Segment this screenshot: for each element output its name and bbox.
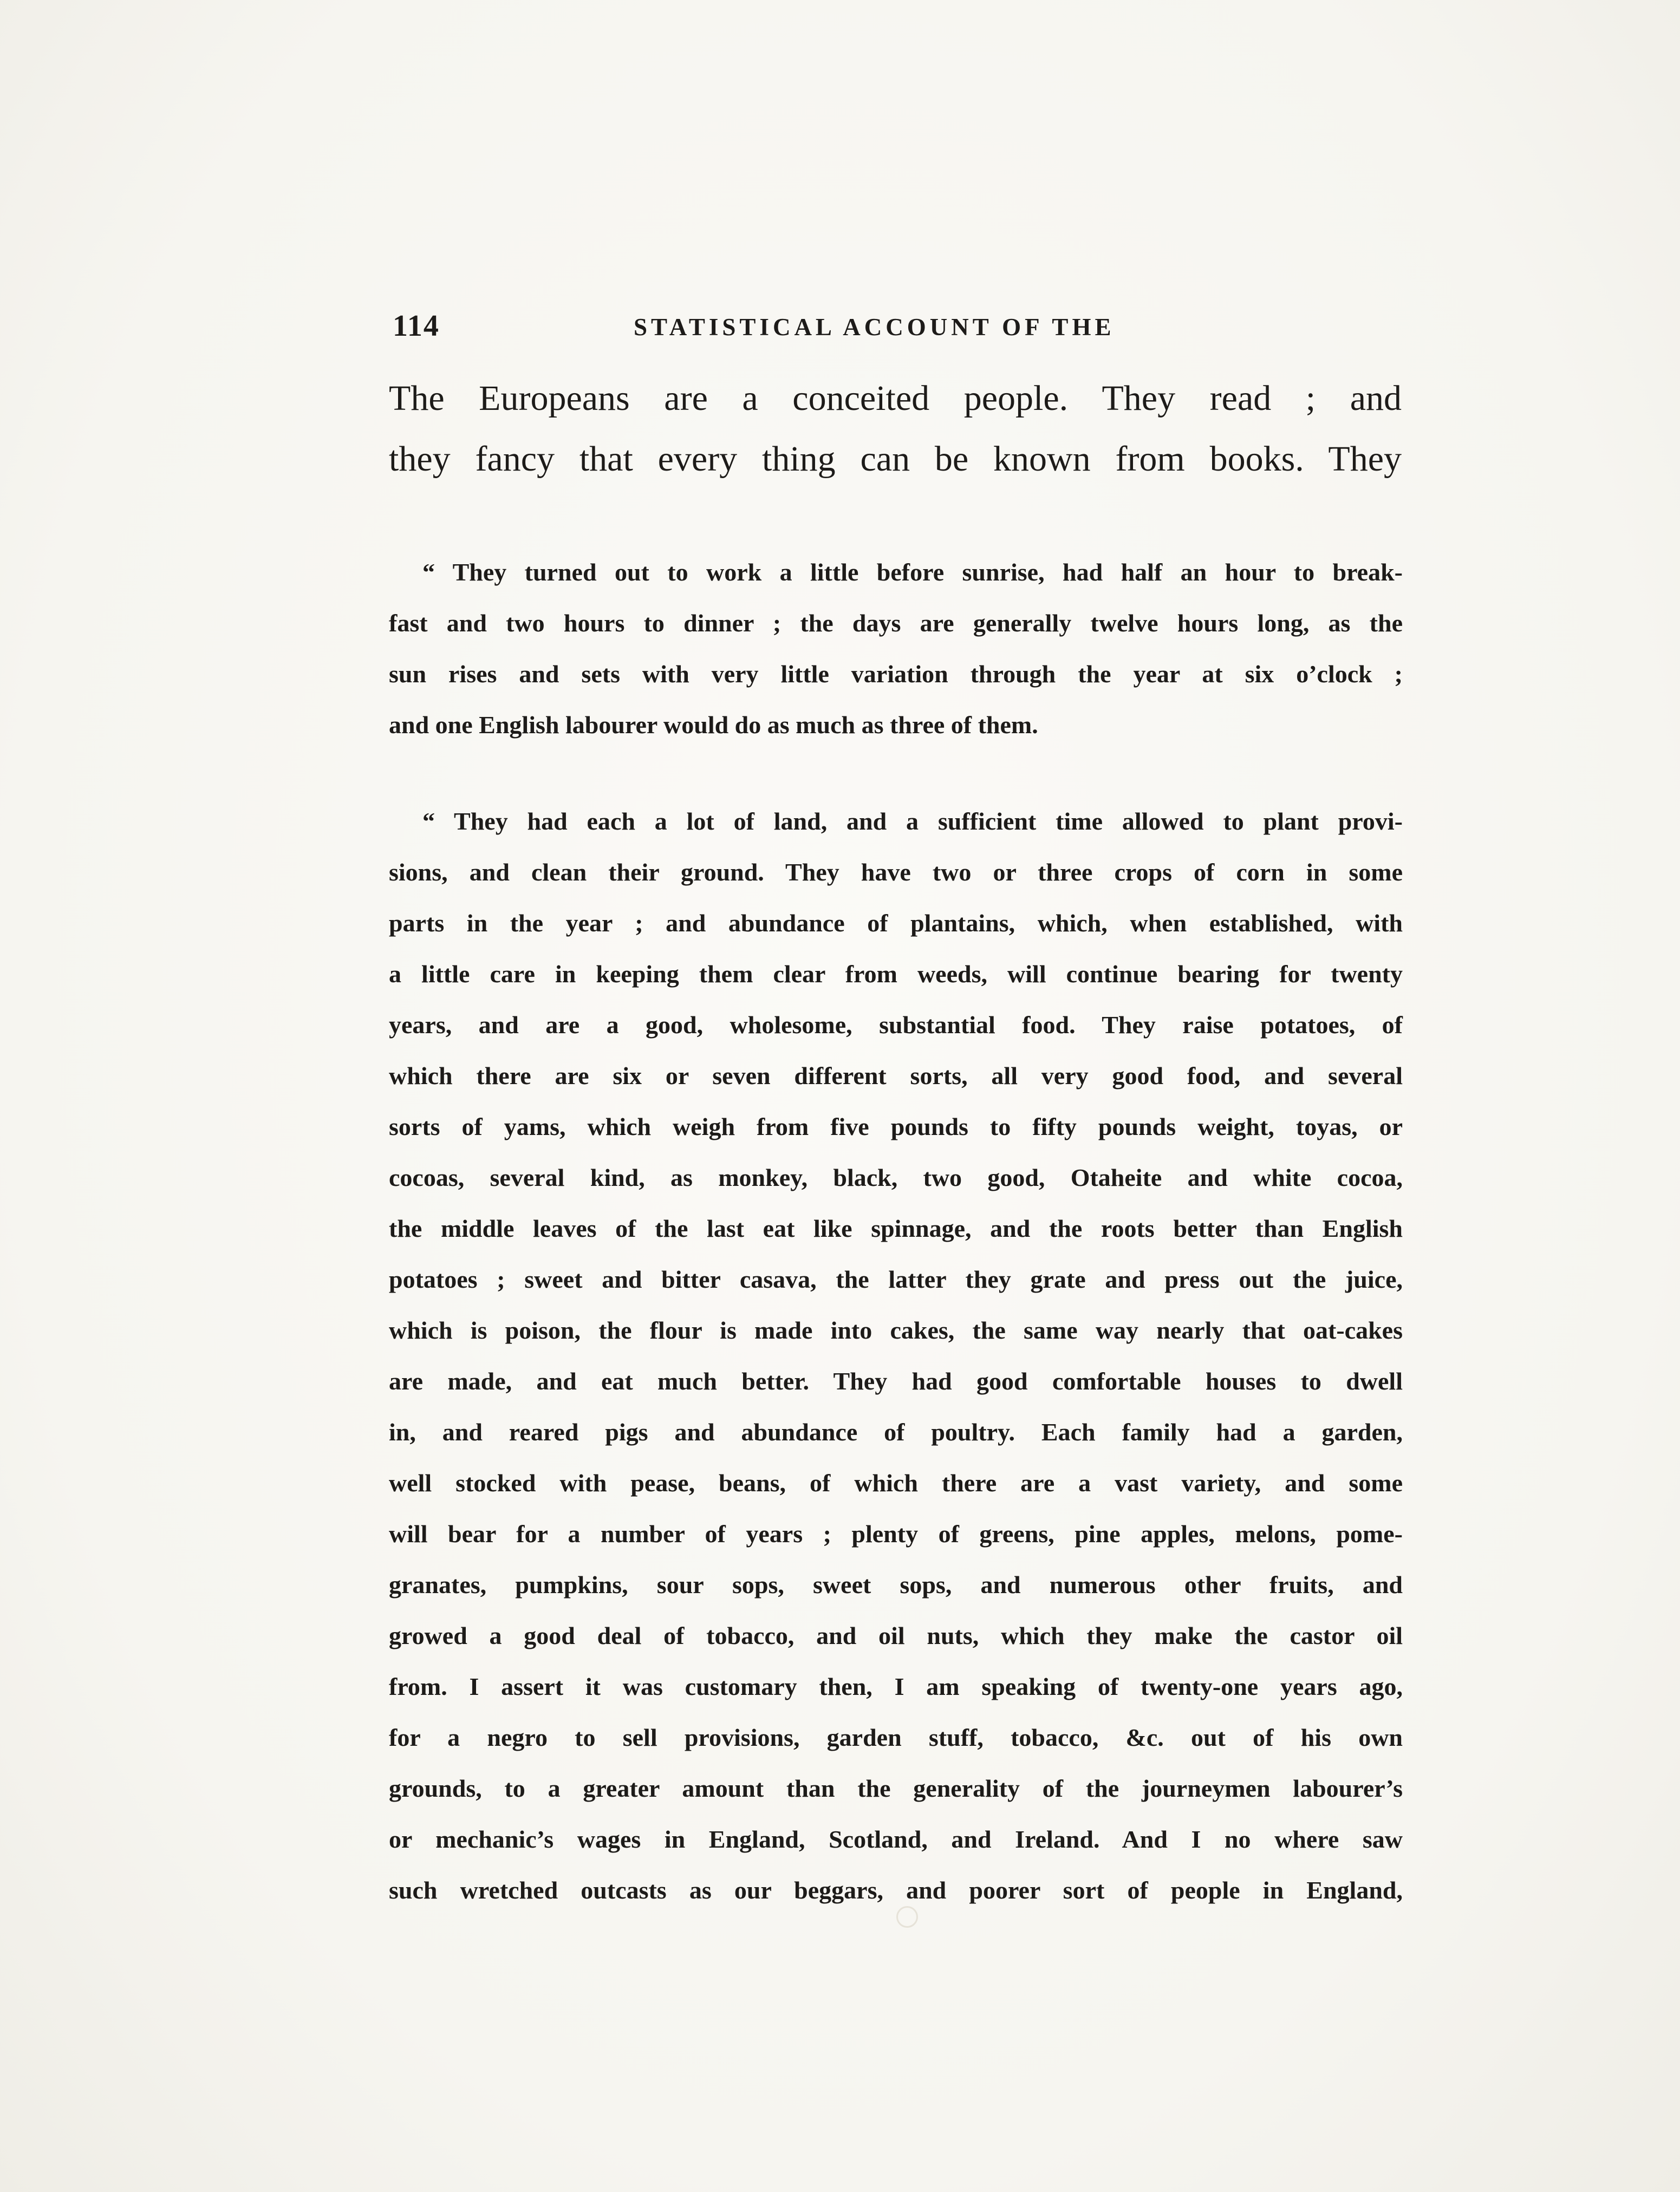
quotation-paragraph-1	[389, 547, 1403, 751]
paragraph-line: parts in the year ; and abundance of plantains, which, when established, with	[389, 909, 1403, 937]
page-number: 114	[393, 309, 440, 343]
paragraph-line: which is poison, the flour is made into cakes, the same way nearly that oat-cakes	[389, 1316, 1403, 1344]
paragraph-line: “ They turned out to work a little before sunrise, had half an hour to break-	[422, 558, 1403, 586]
paragraph-line: grounds, to a greater amount than the generality of the journeymen labourer’s	[389, 1775, 1403, 1802]
paragraph-line: which there are six or seven different sorts, all very good food, and several	[389, 1062, 1403, 1090]
paragraph-line: sions, and clean their ground. They have two or three crops of corn in some	[389, 858, 1403, 886]
paragraph-line: cocoas, several kind, as monkey, black, two good, Otaheite and white cocoa,	[389, 1164, 1403, 1191]
paragraph-line: potatoes ; sweet and bitter casava, the latter they grate and press out the juice,	[389, 1265, 1403, 1293]
lead-line: The Europeans are a conceited people. They read ; and	[389, 379, 1402, 418]
paragraph-line: such wretched outcasts as our beggars, and poorer sort of people in England,	[389, 1876, 1403, 1904]
paragraph-line: well stocked with pease, beans, of which there are a vast variety, and some	[389, 1469, 1403, 1497]
quotation-paragraph-2	[389, 796, 1403, 1916]
paragraph-line: are made, and eat much better. They had good comfortable houses to dwell	[389, 1367, 1403, 1395]
paragraph-line: and one English labourer would do as much as three of them.	[389, 711, 1038, 739]
paragraph-line: the middle leaves of the last eat like spinnage, and the roots better than English	[389, 1215, 1403, 1242]
paragraph-line: “ They had each a lot of land, and a sufficient time allowed to plant provi-	[422, 807, 1403, 835]
paragraph-line: years, and are a good, wholesome, substantial food. They raise potatoes, of	[389, 1011, 1403, 1039]
paragraph-line: from. I assert it was customary then, I am speaking of twenty-one years ago,	[389, 1673, 1403, 1700]
paragraph-line: sorts of yams, which weigh from five pounds to fifty pounds weight, toyas, or	[389, 1113, 1403, 1140]
paragraph-line: sun rises and sets with very little variation through the year at six o’clock ;	[389, 660, 1403, 688]
page-header	[393, 309, 1156, 357]
paragraph-line: or mechanic’s wages in England, Scotland, and Ireland. And I no where saw	[389, 1825, 1403, 1853]
lead-paragraph	[389, 368, 1402, 490]
paragraph-line: growed a good deal of tobacco, and oil nuts, which they make the castor oil	[389, 1622, 1403, 1649]
paragraph-line: granates, pumpkins, sour sops, sweet sops, and numerous other fruits, and	[389, 1571, 1403, 1599]
paragraph-line: in, and reared pigs and abundance of poultry. Each family had a garden,	[389, 1418, 1403, 1446]
paragraph-line: fast and two hours to dinner ; the days are generally twelve hours long, as the	[389, 609, 1403, 637]
paragraph-line: a little care in keeping them clear from weeds, will continue bearing for twenty	[389, 960, 1403, 988]
running-head: STATISTICAL ACCOUNT OF THE	[634, 314, 1115, 341]
lead-line: they fancy that every thing can be known from books. They	[389, 439, 1402, 479]
paragraph-line: will bear for a number of years ; plenty of greens, pine apples, melons, pome-	[389, 1520, 1403, 1548]
paragraph-line: for a negro to sell provisions, garden stuff, tobacco, &c. out of his own	[389, 1724, 1403, 1751]
